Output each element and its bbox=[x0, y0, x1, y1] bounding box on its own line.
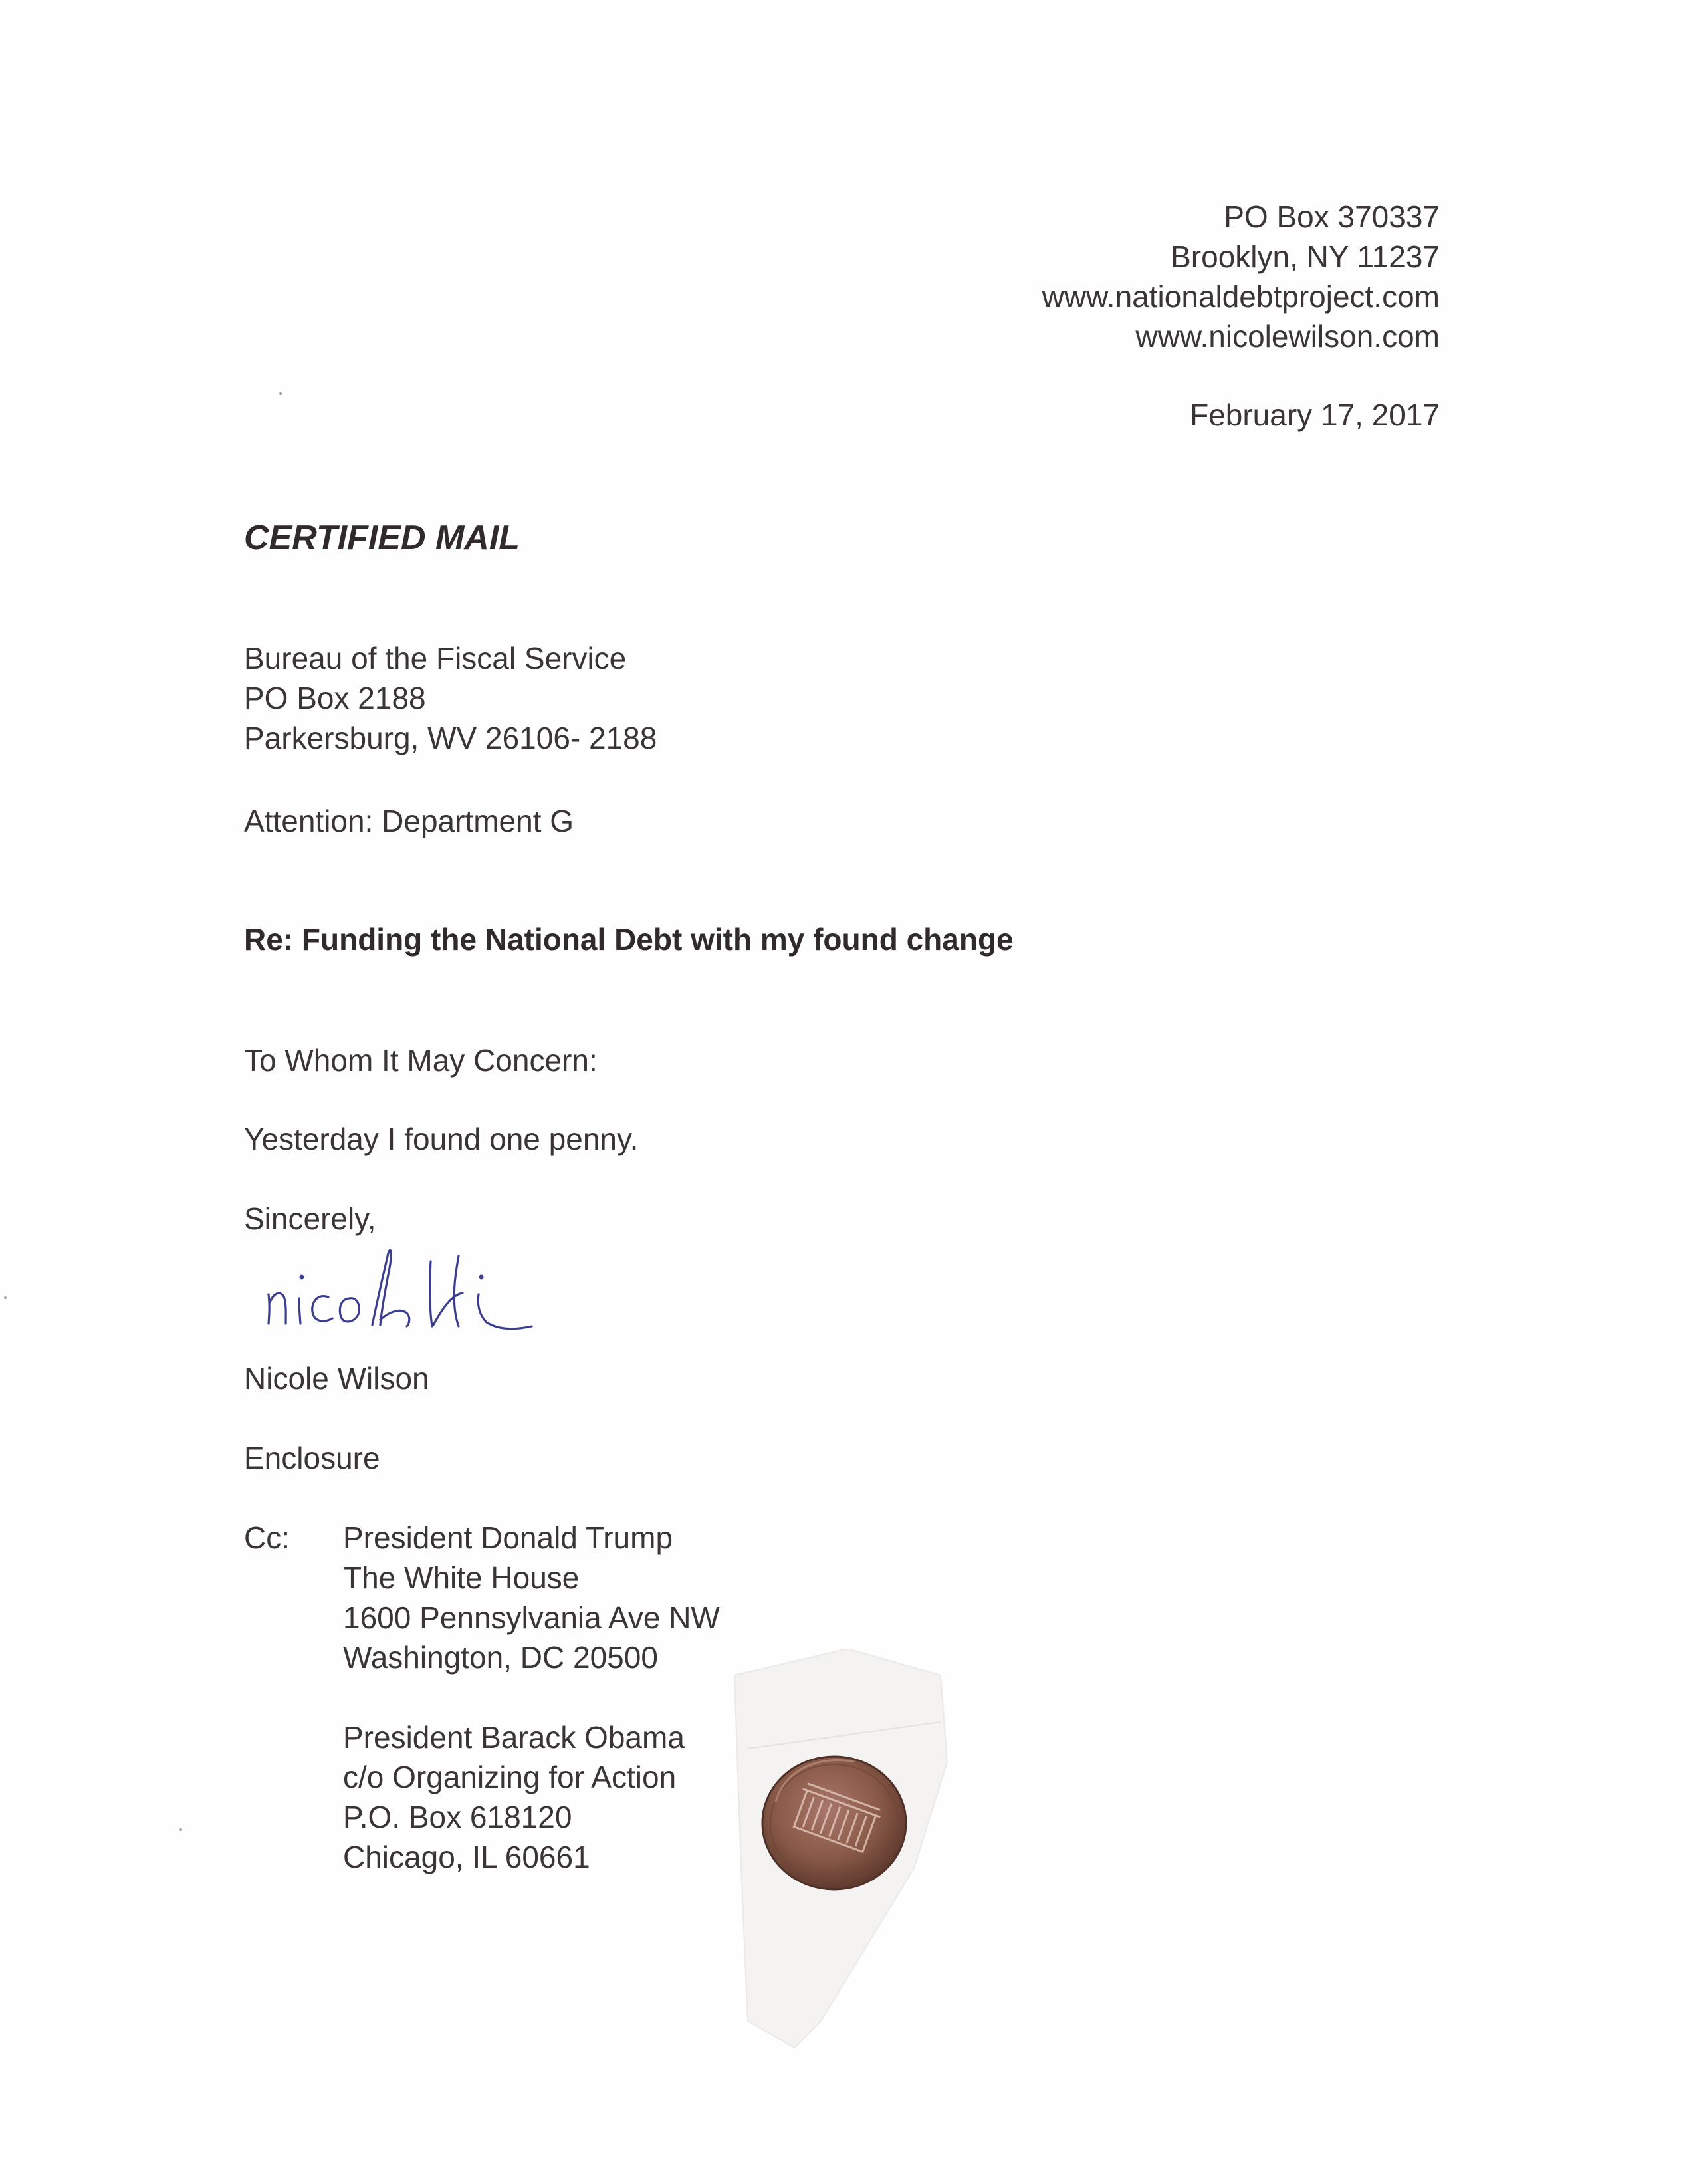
sender-city: Brooklyn, NY 11237 bbox=[1171, 239, 1440, 274]
salutation: To Whom It May Concern: bbox=[244, 1043, 598, 1078]
letter-date: February 17, 2017 bbox=[1190, 398, 1440, 432]
cc-recipient-trump bbox=[343, 1518, 720, 1677]
sender-address bbox=[1042, 197, 1440, 356]
paper-speck bbox=[4, 1296, 7, 1299]
enclosure-note: Enclosure bbox=[244, 1441, 380, 1475]
recipient-line: PO Box 2188 bbox=[244, 681, 426, 715]
cc-line: Washington, DC 20500 bbox=[343, 1640, 658, 1675]
subject-line: Re: Funding the National Debt with my found change bbox=[244, 922, 1014, 957]
paper-speck bbox=[179, 1828, 182, 1831]
cc-label: Cc: bbox=[244, 1520, 290, 1555]
signer-name: Nicole Wilson bbox=[244, 1361, 429, 1395]
paper-speck bbox=[279, 392, 282, 395]
sender-po-box: PO Box 370337 bbox=[1224, 199, 1440, 234]
cc-list bbox=[343, 1518, 720, 1917]
letter-body: Yesterday I found one penny. bbox=[244, 1122, 639, 1156]
cc-line: c/o Organizing for Action bbox=[343, 1760, 677, 1794]
cc-line: Chicago, IL 60661 bbox=[343, 1840, 590, 1874]
signature-icon bbox=[259, 1233, 645, 1346]
attention-line: Attention: Department G bbox=[244, 804, 574, 838]
delivery-method: CERTIFIED MAIL bbox=[244, 519, 520, 557]
sender-website-personal: www.nicolewilson.com bbox=[1135, 319, 1440, 354]
cc-line: The White House bbox=[343, 1560, 580, 1595]
cc-line: President Donald Trump bbox=[343, 1520, 673, 1555]
sender-website-project: www.nationaldebtproject.com bbox=[1042, 279, 1440, 314]
cc-line: 1600 Pennsylvania Ave NW bbox=[343, 1600, 720, 1635]
taped-penny bbox=[721, 1649, 960, 2061]
cc-line: P.O. Box 618120 bbox=[343, 1800, 572, 1834]
cc-recipient-obama bbox=[343, 1717, 720, 1877]
closing: Sincerely, bbox=[244, 1201, 376, 1236]
recipient-line: Parkersburg, WV 26106- 2188 bbox=[244, 721, 657, 755]
recipient-line: Bureau of the Fiscal Service bbox=[244, 641, 627, 675]
recipient-address bbox=[244, 638, 657, 758]
cc-line: President Barack Obama bbox=[343, 1720, 685, 1755]
